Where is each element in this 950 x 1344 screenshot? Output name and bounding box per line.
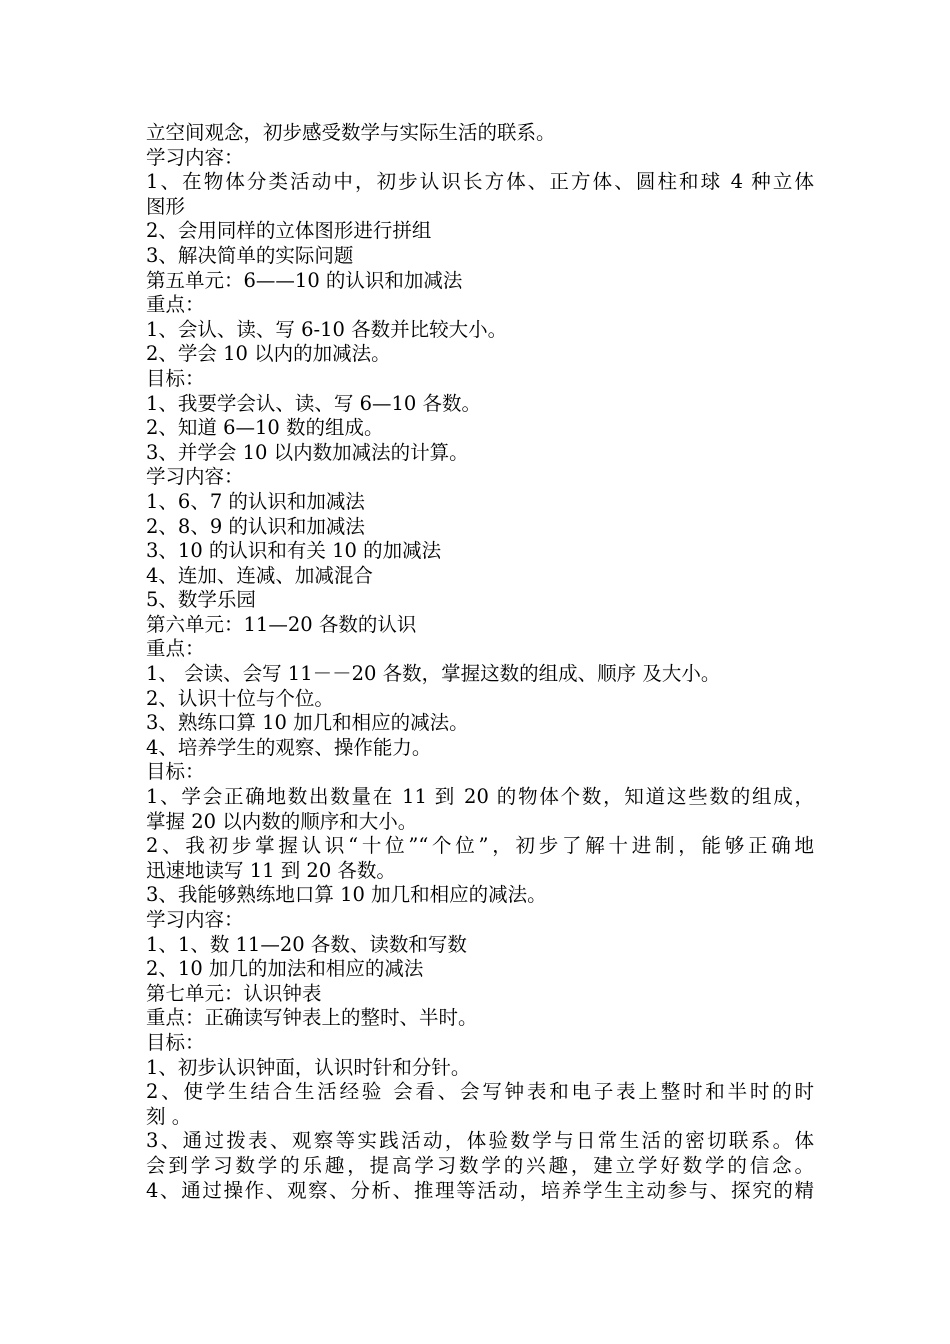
text-line: 1、 会读、会写 11－－20 各数，掌握这数的组成、顺序 及大小。 xyxy=(146,662,721,686)
text-line: 2、知道 6—10 数的组成。 xyxy=(146,416,384,440)
text-line: 4、连加、连减、加减混合 xyxy=(146,563,373,587)
text-line: 3、通过拨表、观察等实践活动，体验数学与日常生活的密切联系。体 xyxy=(146,1129,814,1153)
unit-heading: 第五单元：6——10 的认识和加减法 xyxy=(146,268,463,292)
text-line: 1、初步认识钟面，认识时针和分针。 xyxy=(146,1055,471,1079)
text-line: 3、10 的认识和有关 10 的加减法 xyxy=(146,539,442,563)
document-page xyxy=(146,121,814,1203)
text-line: 重点：正确读写钟表上的整时、半时。 xyxy=(146,1006,478,1030)
text-line: 2、8、9 的认识和加减法 xyxy=(146,514,365,538)
text-line: 1、在物体分类活动中，初步认识长方体、正方体、圆柱和球 4 种立体 xyxy=(146,170,814,194)
text-line: 1、我要学会认、读、写 6—10 各数。 xyxy=(146,391,482,415)
section-heading: 目标： xyxy=(146,1030,205,1054)
text-line: 3、熟练口算 10 加几和相应的减法。 xyxy=(146,711,469,735)
section-heading: 重点： xyxy=(146,293,205,317)
text-line: 2、认识十位与个位。 xyxy=(146,686,334,710)
text-line: 2、我初步掌握认识“十位”“个位”，初步了解十进制，能够正确地 xyxy=(146,834,814,858)
text-line: 图形 xyxy=(146,194,186,218)
text-line: 3、我能够熟练地口算 10 加几和相应的减法。 xyxy=(146,883,547,907)
text-line: 2、10 加几的加法和相应的减法 xyxy=(146,957,424,981)
text-line: 3、解决简单的实际问题 xyxy=(146,243,354,267)
text-line: 4、培养学生的观察、操作能力。 xyxy=(146,735,432,759)
text-line: 5、数学乐园 xyxy=(146,588,256,612)
text-line: 立空间观念，初步感受数学与实际生活的联系。 xyxy=(146,121,556,144)
text-line: 掌握 20 以内数的顺序和大小。 xyxy=(146,809,418,833)
unit-heading: 第七单元：认识钟表 xyxy=(146,981,322,1005)
section-heading: 学习内容： xyxy=(146,145,244,169)
text-line: 2、会用同样的立体图形进行拼组 xyxy=(146,219,432,243)
text-line: 1、6、7 的认识和加减法 xyxy=(146,489,365,513)
text-line: 1、1、数 11—20 各数、读数和写数 xyxy=(146,932,467,956)
text-line: 刻 。 xyxy=(146,1104,192,1128)
section-heading: 目标： xyxy=(146,366,205,390)
text-line: 1、学会正确地数出数量在 11 到 20 的物体个数，知道这些数的组成， xyxy=(146,785,814,809)
unit-heading: 第六单元：11—20 各数的认识 xyxy=(146,612,417,636)
text-line: 4、通过操作、观察、分析、推理等活动，培养学生主动参与、探究的精 xyxy=(146,1178,814,1202)
text-line: 3、并学会 10 以内数加减法的计算。 xyxy=(146,440,469,464)
section-heading: 目标： xyxy=(146,760,205,784)
section-heading: 学习内容： xyxy=(146,465,244,489)
text-line: 会到学习数学的乐趣，提高学习数学的兴趣，建立学好数学的信念。 xyxy=(146,1153,814,1177)
text-line: 2、使学生结合生活经验 会看、会写钟表和电子表上整时和半时的时 xyxy=(146,1080,814,1104)
text-line: 迅速地读写 11 到 20 各数。 xyxy=(146,858,396,882)
section-heading: 重点： xyxy=(146,637,205,661)
text-line: 1、会认、读、写 6-10 各数并比较大小。 xyxy=(146,317,508,341)
section-heading: 学习内容： xyxy=(146,908,244,931)
text-line: 2、学会 10 以内的加减法。 xyxy=(146,342,391,366)
